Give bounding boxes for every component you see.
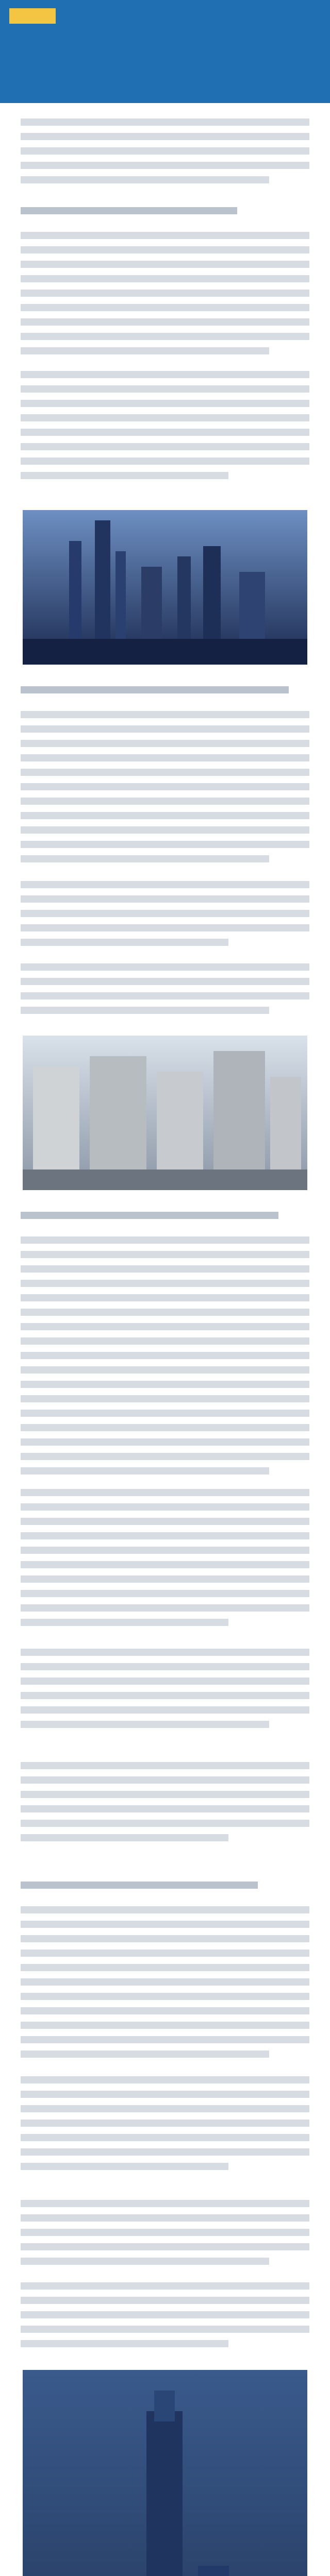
intro-paragraph [21,118,309,191]
section-1-paragraph-2 [21,371,309,486]
city-skyline-photo-1 [23,510,307,665]
section-4-paragraph [21,1906,309,2065]
headline [12,32,318,81]
residential-buildings-photo-art [23,1036,307,1190]
section-2-paragraph-2 [21,881,309,953]
article-header [0,0,330,103]
tower-city-photo-art [23,2370,307,2576]
residential-buildings-photo [23,1036,307,1190]
section-3-paragraph [21,1236,309,1482]
section-heading-bar-1 [21,207,237,214]
city-skyline-photo-1-art [23,510,307,665]
section-3-paragraph-3 [21,1649,309,1735]
section-3-paragraph-4 [21,1762,309,1849]
category-tag [9,8,56,24]
section-2-paragraph [21,711,309,870]
tower-city-photo [23,2370,307,2576]
headline-line-1 [12,32,318,57]
section-3-paragraph-2 [21,1489,309,1633]
section-heading-bar-3 [21,1212,278,1219]
section-4-paragraph-3 [21,2200,309,2272]
section-heading-bar-2 [21,686,289,693]
section-1-paragraph [21,232,309,362]
section-4-paragraph-4 [21,2282,309,2354]
section-2-paragraph-3 [21,963,309,1021]
section-heading-bar-4 [21,1882,258,1889]
section-4-paragraph-2 [21,2076,309,2177]
headline-line-2 [12,57,318,81]
